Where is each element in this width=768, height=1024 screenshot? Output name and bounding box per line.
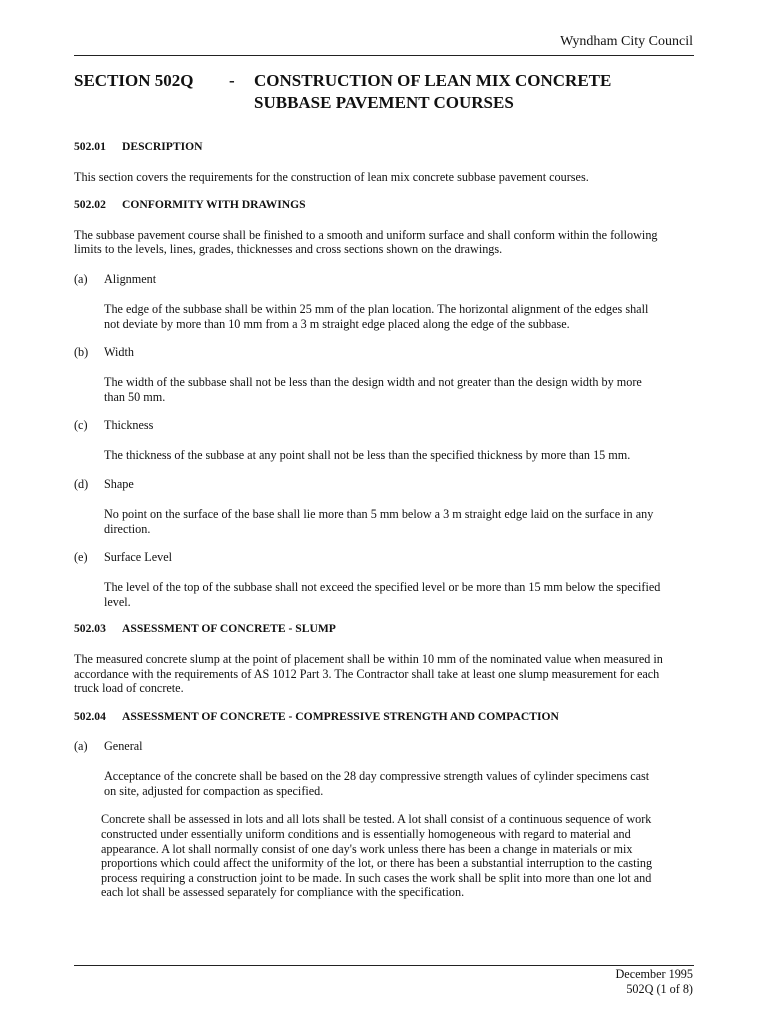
document-body (74, 140, 694, 900)
text-line: not deviate by more than 10 mm from a 3 m straight edge placed along the edge of the subbase. (104, 316, 570, 331)
text-line: truck load of concrete. (74, 681, 184, 696)
text-line: The measured concrete slump at the point of placement shall be within 10 mm of the nominated value when measured in (74, 651, 663, 666)
header-rule (74, 55, 694, 56)
title-text (254, 70, 694, 114)
item-letter: (d) (74, 476, 89, 491)
item-text (74, 302, 694, 331)
item-name: Thickness (104, 418, 154, 433)
heading-text: DESCRIPTION (122, 140, 203, 153)
title-line-1: CONSTRUCTION OF LEAN MIX CONCRETE (254, 71, 612, 90)
paragraph (74, 812, 694, 900)
text-line: The thickness of the subbase at any point shall not be less than the specified thickness by more than 15 mm. (104, 448, 631, 463)
heading-number: 502.03 (74, 622, 106, 636)
paragraph: This section covers the requirements for the construction of lean mix concrete subbase pavement courses. (74, 169, 589, 184)
text-line: process requiring a construction joint to be made. In such cases the work shall be split into more than one lot and (101, 870, 652, 885)
text-line: constructed under essentially uniform conditions and is essentially homogeneous with regard to material and (101, 827, 631, 842)
paragraph (74, 228, 694, 257)
text-line: accordance with the requirements of AS 1012 Part 3. The Contractor shall take at least one slump measurement for each (74, 666, 660, 681)
item-name: General (104, 739, 143, 754)
heading-text: ASSESSMENT OF CONCRETE - SLUMP (122, 622, 336, 636)
item-surface-level (74, 550, 694, 565)
footer-rule (74, 965, 694, 966)
text-line: The subbase pavement course shall be finished to a smooth and uniform surface and shall conform within the following (74, 227, 658, 242)
item-name: Surface Level (104, 550, 173, 565)
item-name: Shape (104, 476, 134, 491)
item-letter: (b) (74, 345, 89, 360)
text-line: level. (104, 594, 131, 609)
footer (616, 967, 694, 997)
item-text (74, 507, 694, 536)
heading-number: 502.01 (74, 140, 106, 153)
text-line: proportions which could affect the uniformity of the lot, or there has been a substantial interruption to the casting (101, 856, 653, 871)
heading-502-02 (74, 198, 694, 213)
item-width (74, 345, 694, 360)
text-line: The level of the top of the subbase shall not exceed the specified level or be more than 15 mm below the specified (104, 580, 661, 595)
footer-page-number: 502Q (1 of 8) (626, 982, 693, 996)
heading-502-04 (74, 710, 694, 725)
text-line: on site, adjusted for compaction as specified. (104, 783, 324, 798)
text-line: Acceptance of the concrete shall be based on the 28 day compressive strength values of cylinder specimens cast (104, 769, 650, 784)
text-line: direction. (104, 521, 151, 536)
item-letter: (a) (74, 271, 88, 286)
heading-text: ASSESSMENT OF CONCRETE - COMPRESSIVE STRENGTH AND COMPACTION (122, 709, 559, 723)
item-text (74, 769, 694, 798)
item-letter: (c) (74, 418, 88, 433)
heading-502-01 (74, 140, 694, 155)
footer-date: December 1995 (615, 967, 693, 981)
text-line: than 50 mm. (104, 389, 166, 404)
item-text (74, 375, 694, 404)
item-name: Alignment (104, 271, 157, 286)
title-dash: - (229, 71, 235, 90)
header-organization: Wyndham City Council (560, 34, 693, 49)
item-name: Width (104, 345, 134, 360)
item-thickness (74, 418, 694, 433)
text-line: The edge of the subbase shall be within 25 mm of the plan location. The horizontal alignment of the edges shall (104, 301, 649, 316)
item-text (74, 448, 694, 463)
text-line: each lot shall be assessed separately for compliance with the specification. (101, 885, 465, 900)
text-line: appearance. A lot shall normally consist of one day's work unless there has been a change in materials or mix (101, 841, 633, 856)
item-general (74, 739, 694, 754)
item-alignment (74, 272, 694, 287)
text-line: The width of the subbase shall not be less than the design width and not greater than the design width by more (104, 375, 642, 390)
item-text (74, 580, 694, 609)
text-line: limits to the levels, lines, grades, thicknesses and cross sections shown on the drawings. (74, 242, 503, 257)
section-number: SECTION 502Q (74, 71, 194, 90)
item-shape (74, 477, 694, 492)
heading-number: 502.02 (74, 198, 106, 212)
heading-text: CONFORMITY WITH DRAWINGS (122, 198, 306, 212)
item-letter: (a) (74, 739, 88, 754)
heading-number: 502.04 (74, 709, 106, 723)
title-line-2: SUBBASE PAVEMENT COURSES (254, 93, 514, 112)
text-line: Concrete shall be assessed in lots and all lots shall be tested. A lot shall consist of a continuous sequence of work (101, 812, 652, 827)
paragraph (74, 652, 694, 696)
heading-502-03 (74, 622, 694, 637)
text-line: No point on the surface of the base shall lie more than 5 mm below a 3 m straight edge laid on the surface in any (104, 506, 654, 521)
item-letter: (e) (74, 550, 88, 565)
